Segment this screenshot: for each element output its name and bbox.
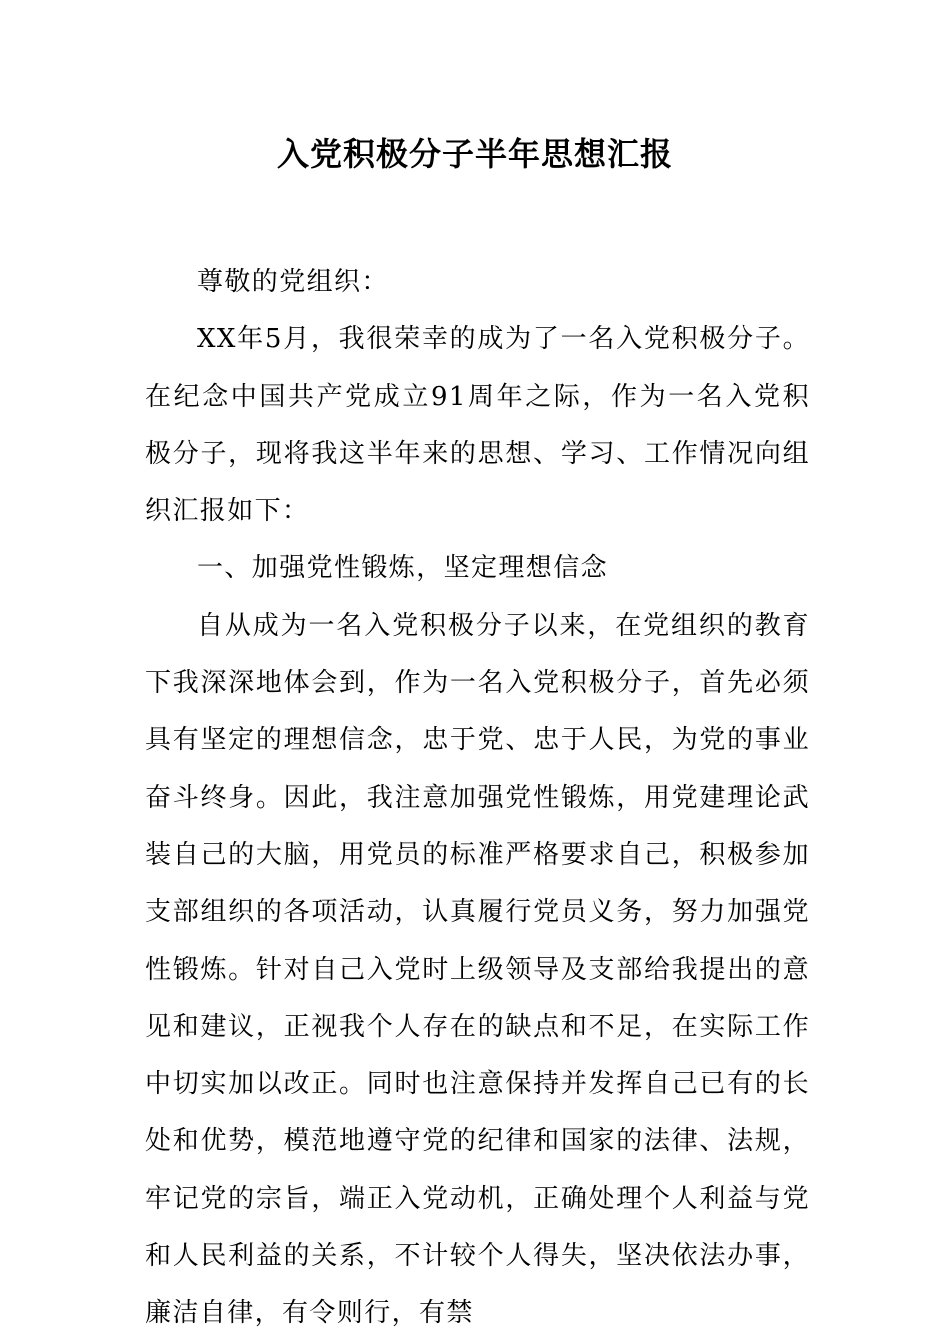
- document-body: [145, 254, 810, 1343]
- paragraph-body: 自从成为一名入党积极分子以来，在党组织的教育下我深深地体会到，作为一名入党积极分子，首先必须具有坚定的理想信念，忠于党、忠于人民，为党的事业奋斗终身。因此，我注意加强党性锻炼，用党建理论武装自己的大脑，用党员的标准严格要求自己，积极参加支部组织的各项活动，认真履行党员义务，努力加强党性锻炼。针对自己入党时上级领导及支部给我提出的意见和建议，正视我个人存在的缺点和不足，在实际工作中切实加以改正。同时也注意保持并发挥自己已有的长处和优势，模范地遵守党的纪律和国家的法律、法规，牢记党的宗旨，端正入党动机，正确处理个人利益与党和人民利益的关系，不计较个人得失，坚决依法办事，廉洁自律，有令则行，有禁: [145, 610, 810, 1329]
- salutation: 尊敬的党组织：: [197, 267, 389, 297]
- document-title: 入党积极分子半年思想汇报: [276, 135, 673, 173]
- section-heading: 一、加强党性锻炼，坚定理想信念: [197, 553, 609, 584]
- paragraph-intro: XX年5月，我很荣幸的成为了一名入党积极分子。在纪念中国共产党成立91周年之际，作为一名入党积极分子，现将我这半年来的思想、学习、工作情况向组织汇报如下：: [145, 324, 810, 527]
